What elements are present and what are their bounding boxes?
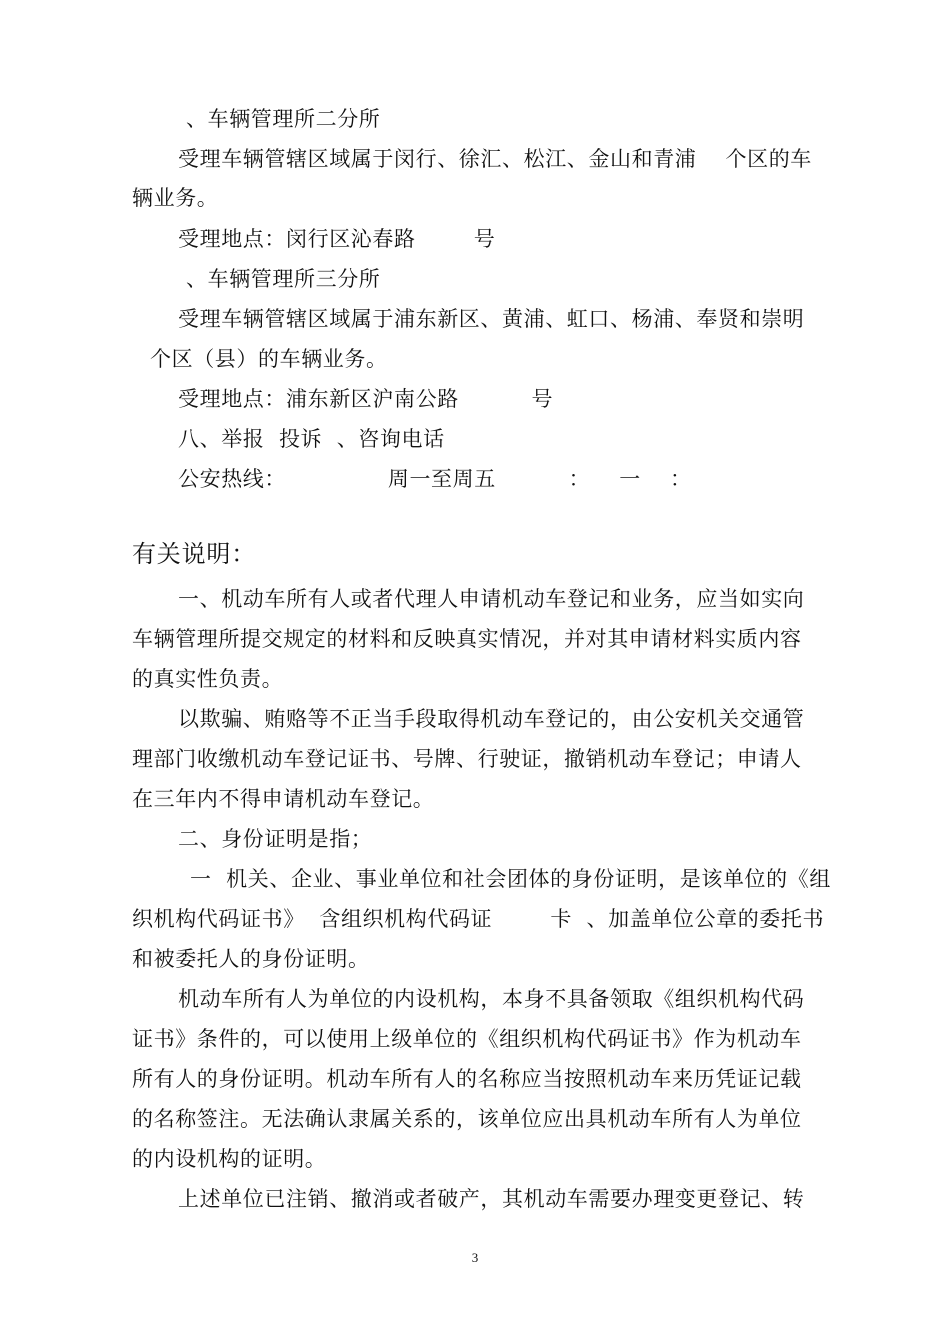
text-line: 和被委托人的身份证明。 — [132, 947, 370, 971]
text-line: 个区（县）的车辆业务。 — [150, 347, 388, 371]
text-line: 机动车所有人为单位的内设机构，本身不具备领取《组织机构代码 — [178, 987, 805, 1011]
text-line: 受理车辆管辖区域属于浦东新区、黄浦、虹口、杨浦、奉贤和崇明 — [178, 307, 805, 331]
section-title: 有关说明： — [132, 540, 256, 568]
text-line: 、车辆管理所三分所 — [186, 267, 381, 291]
text-line: 在三年内不得申请机动车登记。 — [132, 787, 435, 811]
text-line: 一、机动车所有人或者代理人申请机动车登记和业务，应当如实向 — [178, 587, 805, 611]
text-line: 受理车辆管辖区域属于闵行、徐汇、松江、金山和青浦 个区的车 — [178, 147, 812, 171]
text-line: 受理地点：浦东新区沪南公路 号 — [178, 387, 554, 411]
text-line: 所有人的身份证明。机动车所有人的名称应当按照机动车来历凭证记载 — [132, 1067, 802, 1091]
text-line: 受理地点：闵行区沁春路 号 — [178, 227, 496, 251]
text-line: 织机构代码证书》 含组织机构代码证 卡 、加盖单位公章的委托书 — [132, 907, 825, 931]
text-line: 、车辆管理所二分所 — [186, 107, 381, 131]
text-line: 车辆管理所提交规定的材料和反映真实情况，并对其申请材料实质内容 — [132, 627, 802, 651]
text-line: 二、身份证明是指； — [178, 827, 373, 851]
text-line: 八、举报 投诉 、咨询电话 — [178, 427, 445, 451]
text-line: 一 机关、企业、事业单位和社会团体的身份证明，是该单位的《组 — [190, 867, 831, 891]
text-line: 以欺骗、贿赂等不正当手段取得机动车登记的，由公安机关交通管 — [178, 707, 805, 731]
text-line: 理部门收缴机动车登记证书、号牌、行驶证，撤销机动车登记；申请人 — [132, 747, 802, 771]
page-number: 3 — [471, 1250, 479, 1265]
text-line: 上述单位已注销、撤消或者破产，其机动车需要办理变更登记、转 — [178, 1187, 805, 1211]
text-line: 的真实性负责。 — [132, 667, 284, 691]
text-line: 的名称签注。无法确认隶属关系的，该单位应出具机动车所有人为单位 — [132, 1107, 802, 1131]
text-line: 的内设机构的证明。 — [132, 1147, 327, 1171]
text-line: 证书》条件的，可以使用上级单位的《组织机构代码证书》作为机动车 — [132, 1027, 802, 1051]
text-line: 公安热线： 周一至周五 ： 一 ： — [178, 467, 692, 491]
text-line: 辆业务。 — [132, 186, 219, 210]
